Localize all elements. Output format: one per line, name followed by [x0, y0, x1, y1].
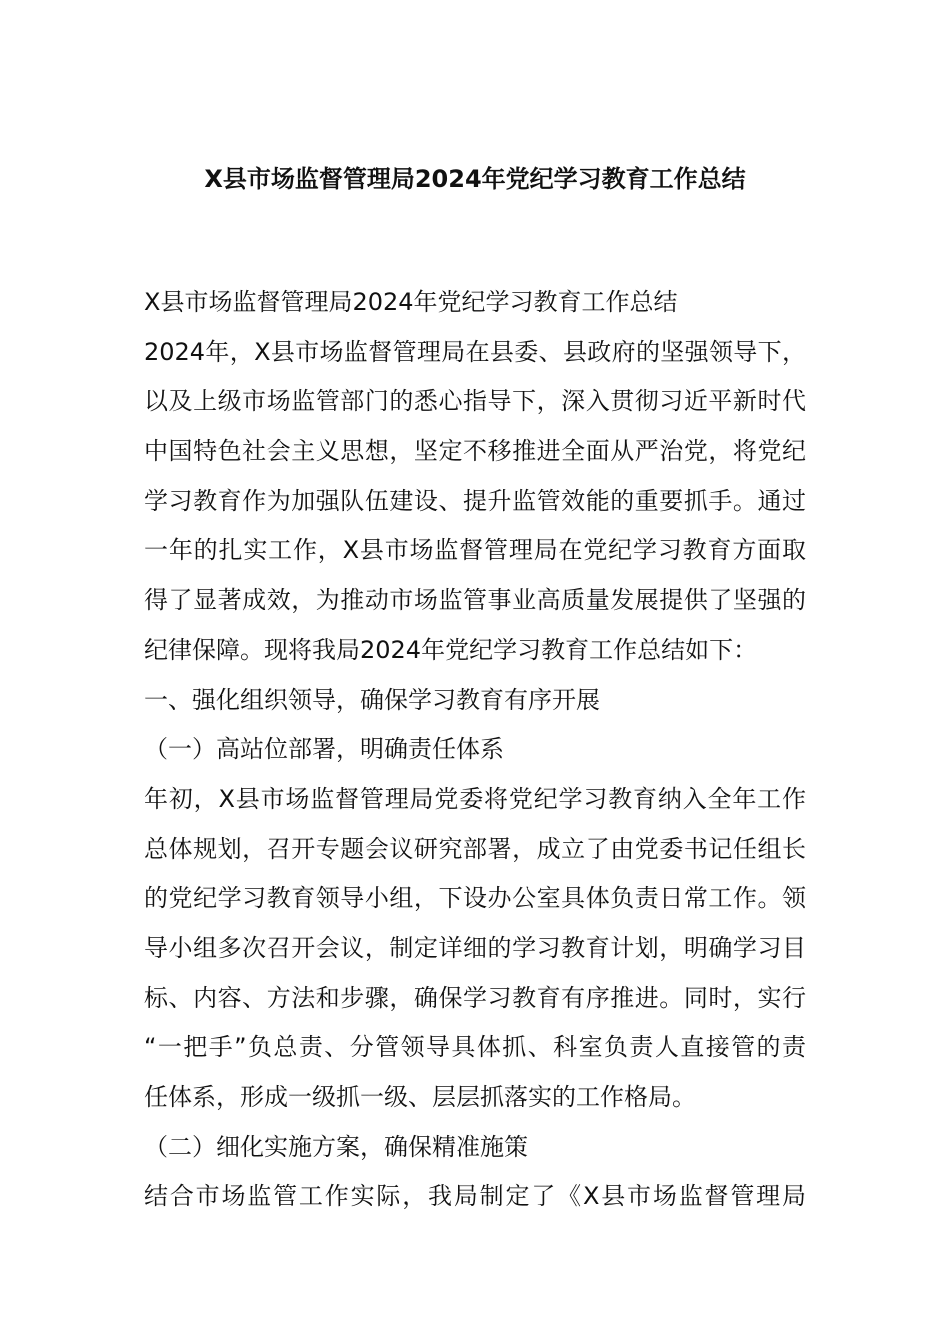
document-body — [144, 278, 806, 1222]
body-line: 得了显著成效，为推动市场监管事业高质量发展提供了坚强的 — [144, 586, 806, 615]
document-title: X县市场监督管理局2024年党纪学习教育工作总结 — [204, 165, 746, 193]
body-line: 导小组多次召开会议，制定详细的学习教育计划，明确学习目 — [144, 933, 806, 962]
body-line: 以及上级市场监管部门的悉心指导下，深入贯彻习近平新时代 — [144, 387, 806, 416]
section-heading: 一、强化组织领导，确保学习教育有序开展 — [144, 685, 600, 714]
subsection-heading: （一）高站位部署，明确责任体系 — [144, 735, 504, 764]
body-line: 年初，X县市场监督管理局党委将党纪学习教育纳入全年工作 — [144, 784, 806, 813]
body-line: 一年的扎实工作，X县市场监督管理局在党纪学习教育方面取 — [144, 536, 806, 565]
body-line-repeated-title: X县市场监督管理局2024年党纪学习教育工作总结 — [144, 288, 678, 316]
body-line: 纪律保障。现将我局2024年党纪学习教育工作总结如下： — [144, 635, 758, 664]
body-line: 的党纪学习教育领导小组，下设办公室具体负责日常工作。领 — [144, 884, 806, 913]
body-line: 标、内容、方法和步骤，确保学习教育有序推进。同时，实行 — [144, 983, 806, 1012]
body-line: 任体系，形成一级抓一级、层层抓落实的工作格局。 — [144, 1083, 696, 1111]
body-line: 总体规划，召开专题会议研究部署，成立了由党委书记任组长 — [144, 834, 806, 863]
body-line: 2024年，X县市场监督管理局在县委、县政府的坚强领导下， — [144, 337, 806, 366]
body-line: “一把手”负总责、分管领导具体抓、科室负责人直接管的责 — [144, 1033, 806, 1062]
subsection-heading: （二）细化实施方案，确保精准施策 — [144, 1132, 528, 1161]
body-line: 学习教育作为加强队伍建设、提升监管效能的重要抓手。通过 — [144, 486, 806, 515]
body-line: 中国特色社会主义思想，坚定不移推进全面从严治党，将党纪 — [144, 437, 806, 466]
body-line: 结合市场监管工作实际，我局制定了《X县市场监督管理局 — [144, 1182, 806, 1211]
